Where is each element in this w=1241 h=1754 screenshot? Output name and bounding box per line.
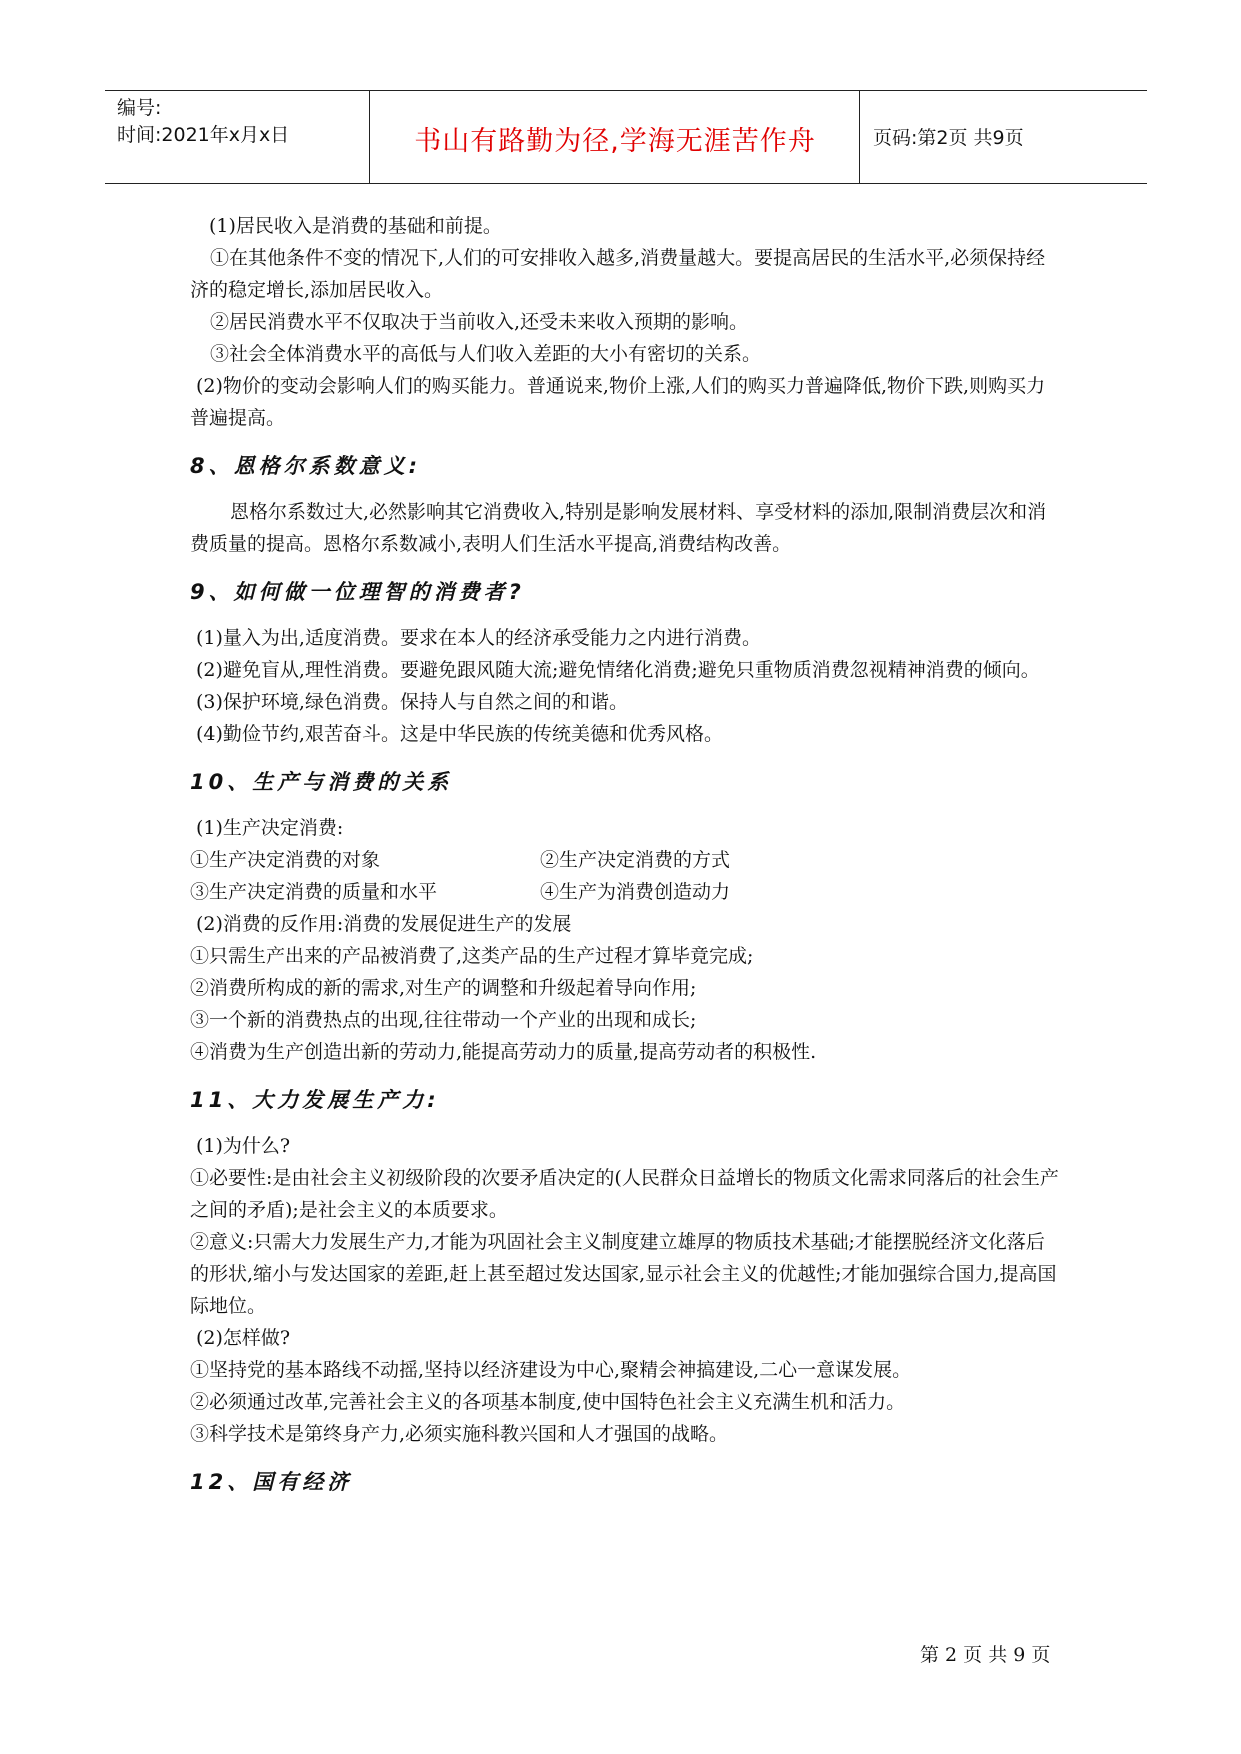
paragraph: 恩格尔系数过大,必然影响其它消费收入,特别是影响发展材料、享受材料的添加,限制消费层次和消费质量的提高。恩格尔系数减小,表明人们生活水平提高,消费结构改善。 — [190, 501, 1047, 555]
section-heading-9: 9、如何做一位理智的消费者? — [190, 580, 525, 604]
header-page-info: 页码:第2页 共9页 — [873, 127, 1024, 149]
page-footer: 第 2 页 共 9 页 — [920, 1644, 1051, 1666]
paragraph: ②必须通过改革,完善社会主义的各项基本制度,使中国特色社会主义充满生机和活力。 — [190, 1391, 906, 1413]
header-divider — [369, 91, 370, 183]
list-item: ①生产决定消费的对象 — [190, 849, 381, 871]
paragraph: ④消费为生产创造出新的劳动力,能提高劳动力的质量,提高劳动者的积极性. — [190, 1041, 817, 1063]
paragraph: ③一个新的消费热点的出现,往往带动一个产业的出现和成长; — [190, 1009, 697, 1031]
section-heading-11: 11、大力发展生产力: — [190, 1088, 440, 1112]
list-item: ③生产决定消费的质量和水平 — [190, 881, 438, 903]
paragraph: (2)怎样做? — [196, 1327, 291, 1349]
paragraph: ③社会全体消费水平的高低与人们收入差距的大小有密切的关系。 — [210, 343, 762, 365]
document-body — [190, 210, 1060, 1512]
header-motto: 书山有路勤为径,学海无涯苦作舟 — [414, 126, 816, 157]
header-meta — [117, 95, 362, 149]
list-row — [190, 876, 1060, 908]
paragraph: ①必要性:是由社会主义初级阶段的次要矛盾决定的(人民群众日益增长的物质文化需求同落后的社会生产之间的矛盾);是社会主义的本质要求。 — [190, 1167, 1059, 1221]
paragraph: (2)避免盲从,理性消费。要避免跟风随大流;避免情绪化消费;避免只重物质消费忽视精神消费的倾向。 — [196, 659, 1040, 681]
section-heading-8: 8、恩格尔系数意义: — [190, 454, 422, 478]
paragraph: ②意义:只需大力发展生产力,才能为巩固社会主义制度建立雄厚的物质技术基础;才能摆脱经济文化落后的形状,缩小与发达国家的差距,赶上甚至超过发达国家,显示社会主义的优越性;才能加强综合国力,提高国际地位。 — [190, 1231, 1057, 1317]
paragraph: ①只需生产出来的产品被消费了,这类产品的生产过程才算毕竟完成; — [190, 945, 754, 967]
paragraph: (4)勤俭节约,艰苦奋斗。这是中华民族的传统美德和优秀风格。 — [196, 723, 723, 745]
paragraph: (3)保护环境,绿色消费。保持人与自然之间的和谐。 — [196, 691, 628, 713]
paragraph: (1)量入为出,适度消费。要求在本人的经济承受能力之内进行消费。 — [196, 627, 761, 649]
list-item: ②生产决定消费的方式 — [540, 849, 731, 871]
paragraph: (2)消费的反作用:消费的发展促进生产的发展 — [196, 913, 572, 935]
time-label: 时间:2021年x月x日 — [117, 124, 290, 146]
list-item: ④生产为消费创造动力 — [540, 881, 731, 903]
paragraph: (1)居民收入是消费的基础和前提。 — [209, 215, 502, 237]
page-header — [105, 90, 1147, 184]
number-label: 编号: — [117, 97, 162, 119]
header-divider — [859, 91, 860, 183]
section-heading-12: 12、国有经济 — [190, 1470, 353, 1494]
paragraph: ①坚持党的基本路线不动摇,坚持以经济建设为中心,聚精会神搞建设,二心一意谋发展。 — [190, 1359, 912, 1381]
paragraph: (2)物价的变动会影响人们的购买能力。普通说来,物价上涨,人们的购买力普遍降低,物价下跌,则购买力普遍提高。 — [190, 375, 1046, 429]
paragraph: ②消费所构成的新的需求,对生产的调整和升级起着导向作用; — [190, 977, 697, 999]
paragraph: ③科学技术是第终身产力,必须实施科教兴国和人才强国的战略。 — [190, 1423, 729, 1445]
paragraph: ②居民消费水平不仅取决于当前收入,还受未来收入预期的影响。 — [210, 311, 749, 333]
paragraph: ①在其他条件不变的情况下,人们的可安排收入越多,消费量越大。要提高居民的生活水平,必须保持经济的稳定增长,添加居民收入。 — [190, 247, 1046, 301]
paragraph: (1)生产决定消费: — [196, 817, 344, 839]
section-heading-10: 10、生产与消费的关系 — [190, 770, 453, 794]
list-row — [190, 844, 1060, 876]
paragraph: (1)为什么? — [196, 1135, 291, 1157]
